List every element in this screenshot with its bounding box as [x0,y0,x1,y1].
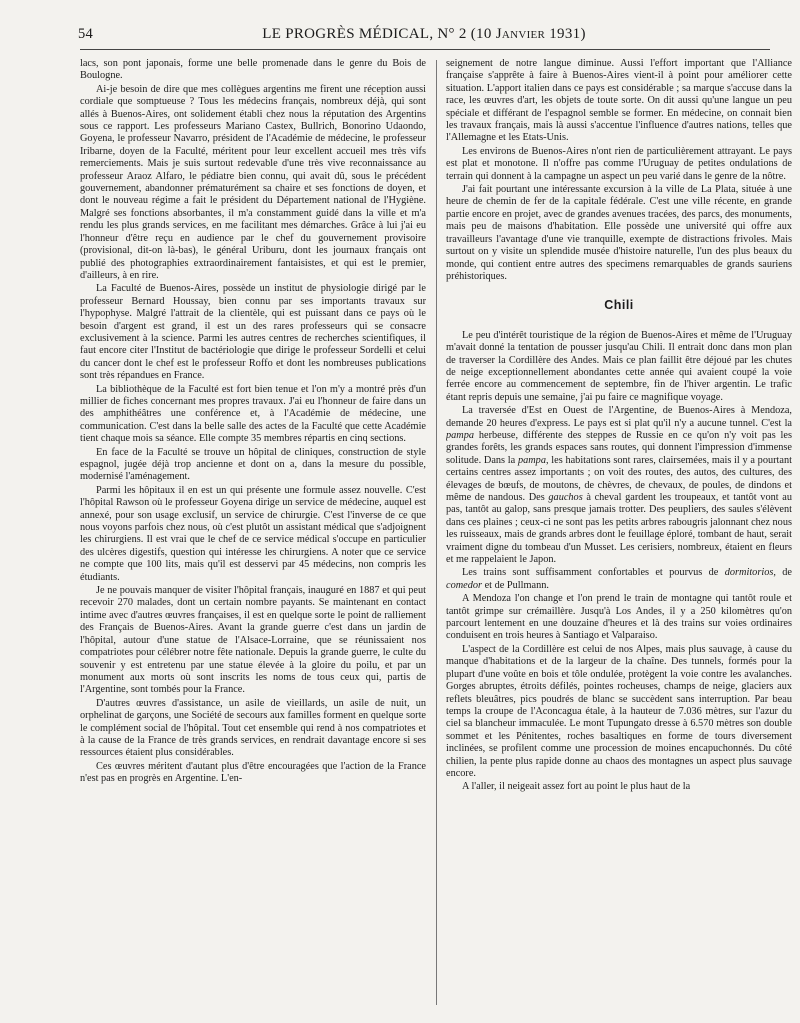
paragraph: seignement de notre langue diminue. Aussi l'effort important que l'Alliance française s'apprête à faire à Buenos-Aires vient-il à point pour améliorer cette situation. L'apport italien dans ce pays est considérable ; sa marque s'accuse dans la race, les œuvres d'art, les objets de toute sorte. On dit aussi qu'une langue un peu spéciale et différant de l'espagnol semble se former. En médecine, on connait bien les travaux français, mais là aussi s'accentue l'influence d'autres nations, telles que l'Allemagne et les Etats-Unis. [446,58,792,144]
paragraph [446,567,792,592]
text-run: herbeuse, différente des steppes de Russie en ce qu'on n'y voit pas les grandes forêts, les grands espaces sans routes, qui donnent l'impression d'immense solitude. Dans la [446,429,792,466]
italic-term: gauchos [548,492,583,503]
italic-term: dormitorios [724,567,774,579]
paragraph: Je ne pouvais manquer de visiter l'hôpital français, inauguré en 1887 et qui peut recevoir 270 malades, dont un certain nombre payants. Se maintenant en contact intime avec d'autres œuvres françaises, il est en quelque sorte le point de ralliement des Français de Buenos-Aires. Avant la grande guerre c'est dans un jardin de l'hôpital, autour d'une statue de l'Alsace-Lorraine, que se réunissaient nos compatriotes pour célébrer notre fête nationale. Depuis la grande guerre, le culte du souvenir y est entretenu par une statue élevée à la gloire du poilu, et par un monument aux morts où sont inscrits les noms de tous ceux qui, partis de l'Argentine, sont tombés pour la France. [80,585,426,696]
paragraph: Les environs de Buenos-Aires n'ont rien de particulièrement attrayant. Le pays est plat et monotone. Il n'offre pas comme l'Uruguay de petites ondulations de terrain qui donnent à la campagne un aspect un peu varié dans le genre de la nôtre. [446,145,792,182]
italic-term: comedor [446,579,483,591]
text-run: à cheval gardent les troupeaux, et tantôt vont au pas, tantôt au galop, sans presque jamais trotter. Des peupliers, des saules s'élèvent dans ces plaines ; ceux-ci ne sont pas les petits arbres rabougris jalonnant chez nous les ruisseaux, mais de grands arbres dont le feuillage éploré, tombant de haut, serait vraiment digne du tombeau d'un Musset. Les cerisiers, nombreux, étaient en fleurs et me rappelaient le Japon. [446,492,792,566]
italic-term: pampa [517,454,546,466]
column-divider [436,60,437,1005]
text-run: et de Pullmann. [482,579,549,591]
paragraph: En face de la Faculté se trouve un hôpital de cliniques, construction de style espagnol, jugée déjà trop ancienne et dont on a, dans la mesure du possible, modernisé l'aménagement. [80,446,426,483]
paragraph [446,405,792,566]
paragraph: D'autres œuvres d'assistance, un asile de vieillards, un asile de nuit, un orphelinat de garçons, une Société de secours aux familles forment en quelque sorte le complément social de l'hôpital. Tout cet ensemble qui rend à nos compatriotes et à la cause de la France de très grands services, en rendrait davantage encore si ses ressources étaient plus considérables. [80,697,426,759]
paragraph: Ces œuvres méritent d'autant plus d'être encouragées que l'action de la France n'est pas en progrès en Argentine. L'en- [80,760,426,785]
text-run: , les habitations sont rares, clairsemées, mais il y a pourtant certains centres assez importants ; on voit des routes, des autos, des cultures, des élevages de bœufs, de moutons, de chèvres, de chevaux, de poules, de dindons et même de nandous. Des [446,454,792,503]
left-column [80,58,426,1008]
header-rule [80,49,770,50]
paragraph: L'aspect de la Cordillère est celui de nos Alpes, mais plus sauvage, à cause du manque d'habitations et de la largeur de la chaîne. Des tunnels, formés pour la plupart d'une voûte en bois et tôle ondulée, protègent la voie contre les avalanches. Gorges abruptes, étroits défilés, pointes rocheuses, champs de neige, glaciers aux reflets bleuâtres, pics poudrés de blanc se succèdent sans interruption. Par beau temps la croupe de l'Aconcagua étale, à la hauteur de 7.036 mètres, sur l'azur du ciel sa blancheur immaculée. Le mont Tupungato dresse à 6.570 mètres son double sommet et les Pénitentes, roches basaltiques en forme de tours diversement inclinées, se profilent comme une procession de moines encapuchonnés. Du côté chilien, la pente plus rapide donne au chaos des montagnes un aspect plus sauvage encore. [446,643,792,779]
paragraph: J'ai fait pourtant une intéressante excursion à la ville de La Plata, située à une heure de chemin de fer de la capitale fédérale. C'est une ville récente, en grande partie encore en projet, avec de grandes avenues tracées, des parcs, des monuments, mais peu de maisons d'habitation. Elle possède une université qui offre aux travailleurs l'avantage d'une vie tranquille, exempte de distractions frivoles. Mais surtout on y visite un splendide musée d'histoire naturelle, l'un des plus beaux du monde, qui contient entre autres des specimens remarquables de grands sauriens préhistoriques. [446,184,792,282]
paragraph: A Mendoza l'on change et l'on prend le train de montagne qui tantôt roule et tantôt grimpe sur crémaillère. Jusqu'à Los Andes, il y a 250 kilomètres qu'on parcourt lentement en une douzaine d'heures et là des trains sur voies ordinaires conduisent en trois heures à Santiago et Valparaiso. [446,593,792,642]
paragraph: Le peu d'intérêt touristique de la région de Buenos-Aires et même de l'Uruguay m'avait donné la tentation de pousser jusqu'au Chili. Il entrait donc dans mon plan de traverser la Cordillère des Andes. Mais ce plan faillit être déjoué par les chutes de neige exceptionnellement abondantes cette année qui avaient coupé la voie ferrée encore au commencement de septembre, fin de l'hiver argentin. Le trafic étant repris depuis une semaine, j'ai pu faire ce magnifique voyage. [446,329,792,403]
text-run: La traversée d'Est en Ouest de l'Argentine, de Buenos-Aires à Mendoza, demande 20 heures d'express. Le pays est si plat qu'il n'y a aucune tunnel. C'est la [446,405,792,429]
paragraph: A l'aller, il neigeait assez fort au point le plus haut de la [462,781,691,793]
paragraph: La Faculté de Buenos-Aires, possède un institut de physiologie dirigé par le professeur Bernard Houssay, bien connu par ses importants travaux sur l'hypophyse. Malgré l'attrait de la clientèle, qui est puissant dans ce pays où le besoin d'argent est grand, il est un des rares professeurs qui se consacre exclusivement à la science. Parmi les autres centres de recherches scientifiques, il faut encore citer l'Institut de bactériologie que dirige le professeur Sordelli et celui du cancer dont le chef est le professeur Roffo et dont les nombreuses publications sont très répandues en France. [80,283,426,382]
paragraph: lacs, son pont japonais, forme une belle promenade dans le genre du Bois de Boulogne. [80,58,426,82]
section-title: Chili [604,298,634,313]
right-column [446,58,792,1008]
paragraph: Parmi les hôpitaux il en est un qui présente une formule assez nouvelle. C'est l'hôpital Rawson où le professeur Goyena dirige un service de médecine, auquel est annexé, pour son usage exclusif, un service de chirurgie. C'est l'inverse de ce que nous voyons parfois chez nous, où c'est plutôt un assistant médical que s'adjoignent les chirurgiens. Il est vrai que le chef de ce service médical s'occupe en particulier des ulcères digestifs, question qui intéresse les chirurgiens. A noter que ce service ne compte que 100 lits, mais qu'il est desservi par 45 médecins, non compris les étudiants. [80,484,426,583]
page-header [78,26,770,46]
text-run: Les trains sont suffisamment confortables et pourvus de [462,567,725,579]
paragraph: La bibliothèque de la Faculté est fort bien tenue et l'on m'y a montré près d'un millier de fiches concernant mes propres travaux. J'ai eu l'honneur de faire dans un des amphithéâtres une conférence et, à l'Académie de médecine, une communication. C'est dans la belle salle des actes de la Faculté que cette Académie tient chaque mois sa séance. Elle compte 35 membres répartis en cinq sections. [80,383,426,445]
page-number: 54 [78,26,94,42]
running-title: LE PROGRÈS MÉDICAL, N° 2 (10 Janvier 1931) [262,26,586,42]
italic-term: pampa [446,429,475,441]
paragraph: Ai-je besoin de dire que mes collègues argentins me firent une réception aussi cordiale que somptueuse ? Tous les médecins français, nombreux déjà, qui sont allés à Buenos-Aires, ont solidement établi chez nous la réputation des Argentins sous ce rapport. Les professeurs Mariano Castex, Bullrich, Bonorino Udaondo, Goyena, le professeur Navarro, président de l'Académie de médecine, le professeur Iribarne, doyen de la Faculté, méritent pour leur excellent accueil mes très vifs remerciements. Mais je suis surtout redevable d'une très vive reconnaissance au professeur Araoz Alfaro, le pédiatre bien connu, qui avait dû, sous le précédent gouvernement, abandonner prématurément sa chaire et ses fonctions de doyen, et dont le nouveau régime a fait le président du Département national de l'Hygiène. Malgré ses fonctions absorbantes, il m'a constamment guidé dans la ville et m'a rendu les plus grands services, en me facilitant mes démarches. Grâce à lui j'ai eu l'honneur d'être reçu en audience par le chef du gouvernement provisoire (provisional, dit-on là-bas), le général Uriburu, dont les journaux français ont publié des photographies extraordinairement fantaisistes, et qui est le premier, d'ailleurs, à en rire. [80,83,426,281]
text-run: , de [773,567,792,579]
